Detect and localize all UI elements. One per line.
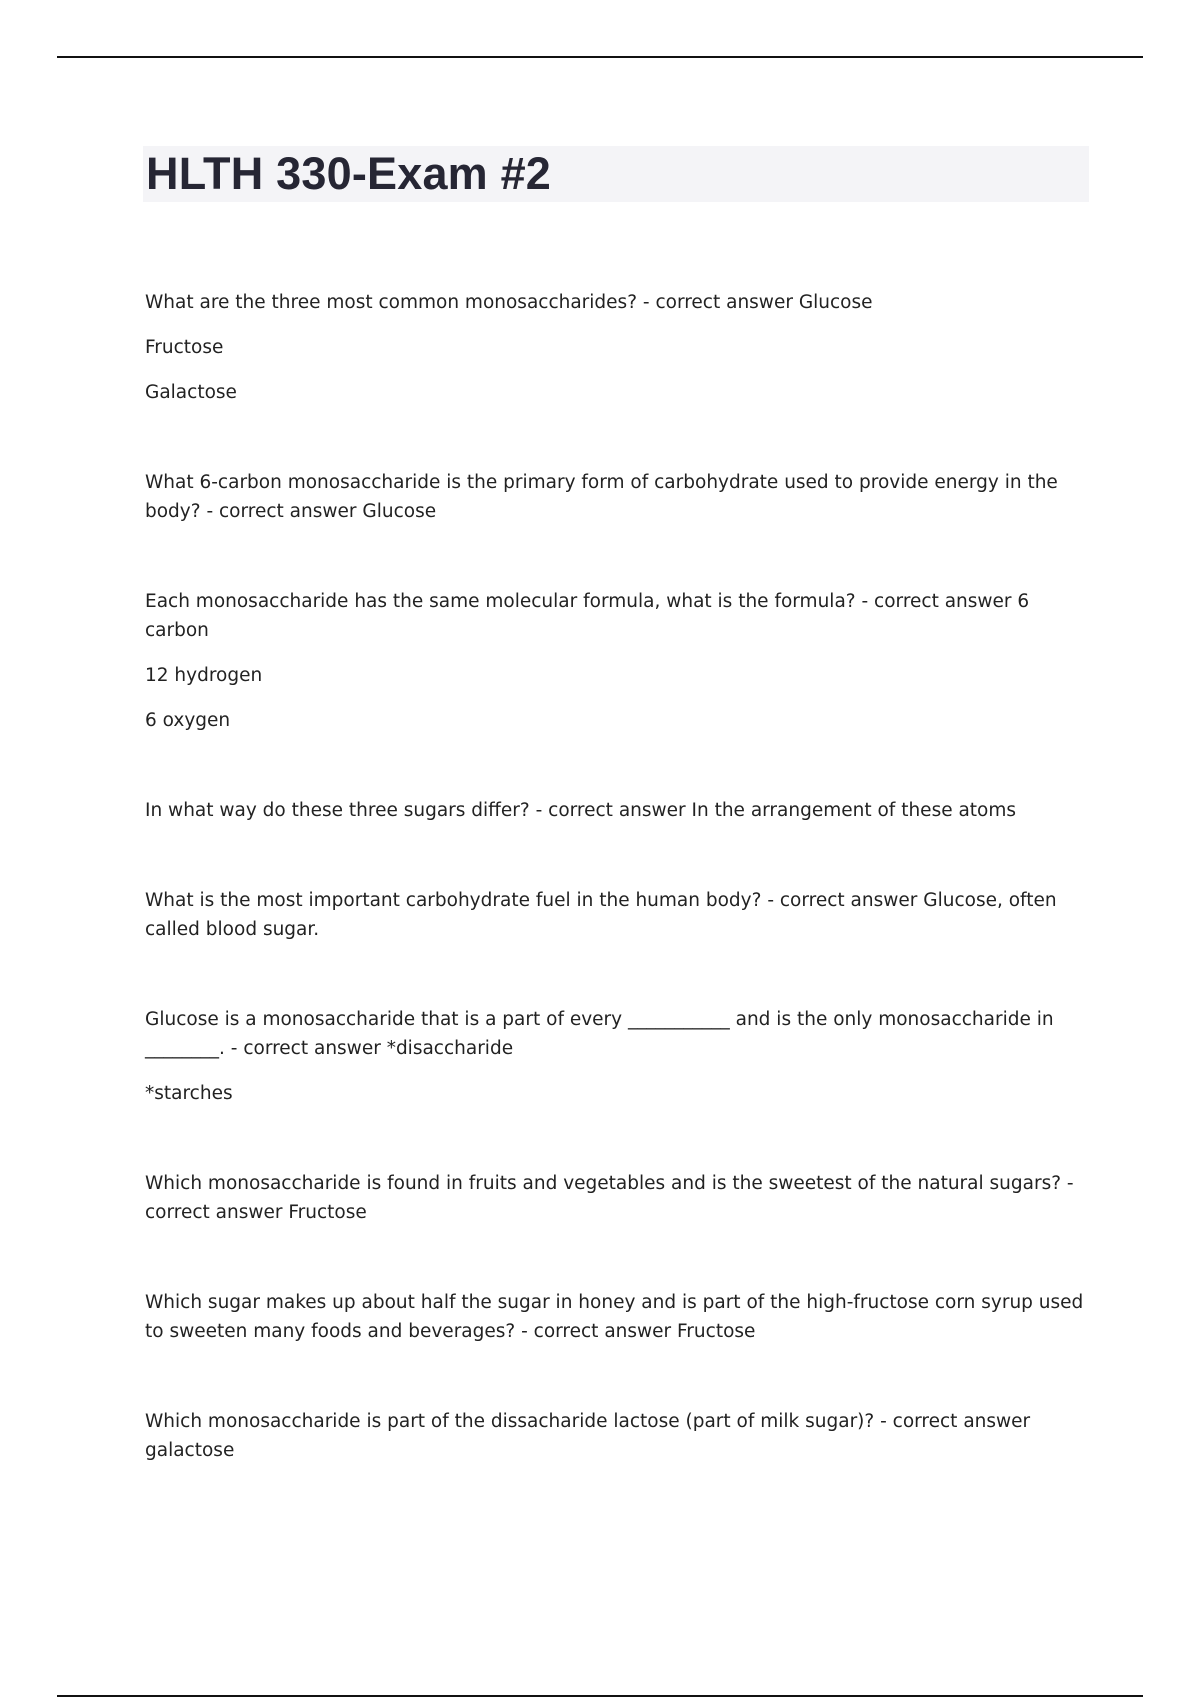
qa-item <box>145 886 1095 944</box>
qa-item <box>145 288 1095 407</box>
answer-separator: - correct answer <box>855 591 1018 612</box>
qa-list <box>145 288 1095 1526</box>
answer-text: Glucose <box>798 292 873 313</box>
answer-line: Galactose <box>145 382 237 403</box>
question-text: Which monosaccharide is part of the dissacharide lactose (part of milk sugar)? <box>145 1411 875 1432</box>
answer-separator: - correct answer <box>761 890 924 911</box>
answer-line: 12 hydrogen <box>145 665 263 686</box>
answer-text: In the arrangement of these atoms <box>691 800 1017 821</box>
qa-item <box>145 1169 1095 1227</box>
question-line <box>145 1407 1095 1465</box>
qa-item <box>145 1407 1095 1465</box>
question-text: Which monosaccharide is found in fruits and vegetables and is the sweetest of the natural sugars? <box>145 1173 1062 1194</box>
answer-separator: - correct answer <box>224 1038 387 1059</box>
question-text: Which sugar makes up about half the sugar in honey and is part of the high-fructose corn syrup used to sweeten many foods and beverages? <box>145 1292 1084 1342</box>
answer-text: Glucose <box>362 501 437 522</box>
question-text: What 6-carbon monosaccharide is the primary form of carbohydrate used to provide energy in the body? <box>145 472 1058 522</box>
question-text: Glucose is a monosaccharide that is a part of every ___________ and is the only monosaccharide in ________. <box>145 1009 1054 1059</box>
question-text: What are the three most common monosaccharides? <box>145 292 638 313</box>
question-line <box>145 886 1095 944</box>
qa-item <box>145 796 1095 825</box>
answer-text: galactose <box>145 1440 235 1461</box>
qa-item <box>145 468 1095 526</box>
answer-separator: - correct answer <box>529 800 692 821</box>
qa-item <box>145 1288 1095 1346</box>
question-line <box>145 1288 1095 1346</box>
answer-separator: - correct answer <box>515 1321 678 1342</box>
question-line <box>145 468 1095 526</box>
answer-separator: - correct answer <box>874 1411 1031 1432</box>
answer-text: *disaccharide <box>386 1038 514 1059</box>
answer-separator: - correct answer <box>637 292 799 313</box>
qa-item <box>145 1005 1095 1108</box>
top-rule <box>57 56 1143 58</box>
question-text: In what way do these three sugars differ? <box>145 800 530 821</box>
answer-text: Fructose <box>677 1321 756 1342</box>
answer-line: Fructose <box>145 337 224 358</box>
answer-text: Glucose, often called blood sugar. <box>145 890 1057 940</box>
answer-separator: - correct answer <box>145 1173 1074 1223</box>
answer-line: 6 oxygen <box>145 710 231 731</box>
answer-text: 6 carbon <box>145 591 1030 641</box>
bottom-rule <box>57 1695 1143 1697</box>
answer-separator: - correct answer <box>200 501 363 522</box>
answer-text: Fructose <box>288 1202 367 1223</box>
question-text: What is the most important carbohydrate fuel in the human body? <box>145 890 762 911</box>
question-line <box>145 796 1095 825</box>
question-line <box>145 587 1095 645</box>
qa-item <box>145 587 1095 735</box>
question-line <box>145 1005 1095 1063</box>
question-text: Each monosaccharide has the same molecular formula, what is the formula? <box>145 591 856 612</box>
question-line <box>145 288 1095 317</box>
question-line <box>145 1169 1095 1227</box>
answer-line: *starches <box>145 1083 233 1104</box>
page-title: HLTH 330-Exam #2 <box>146 148 552 199</box>
